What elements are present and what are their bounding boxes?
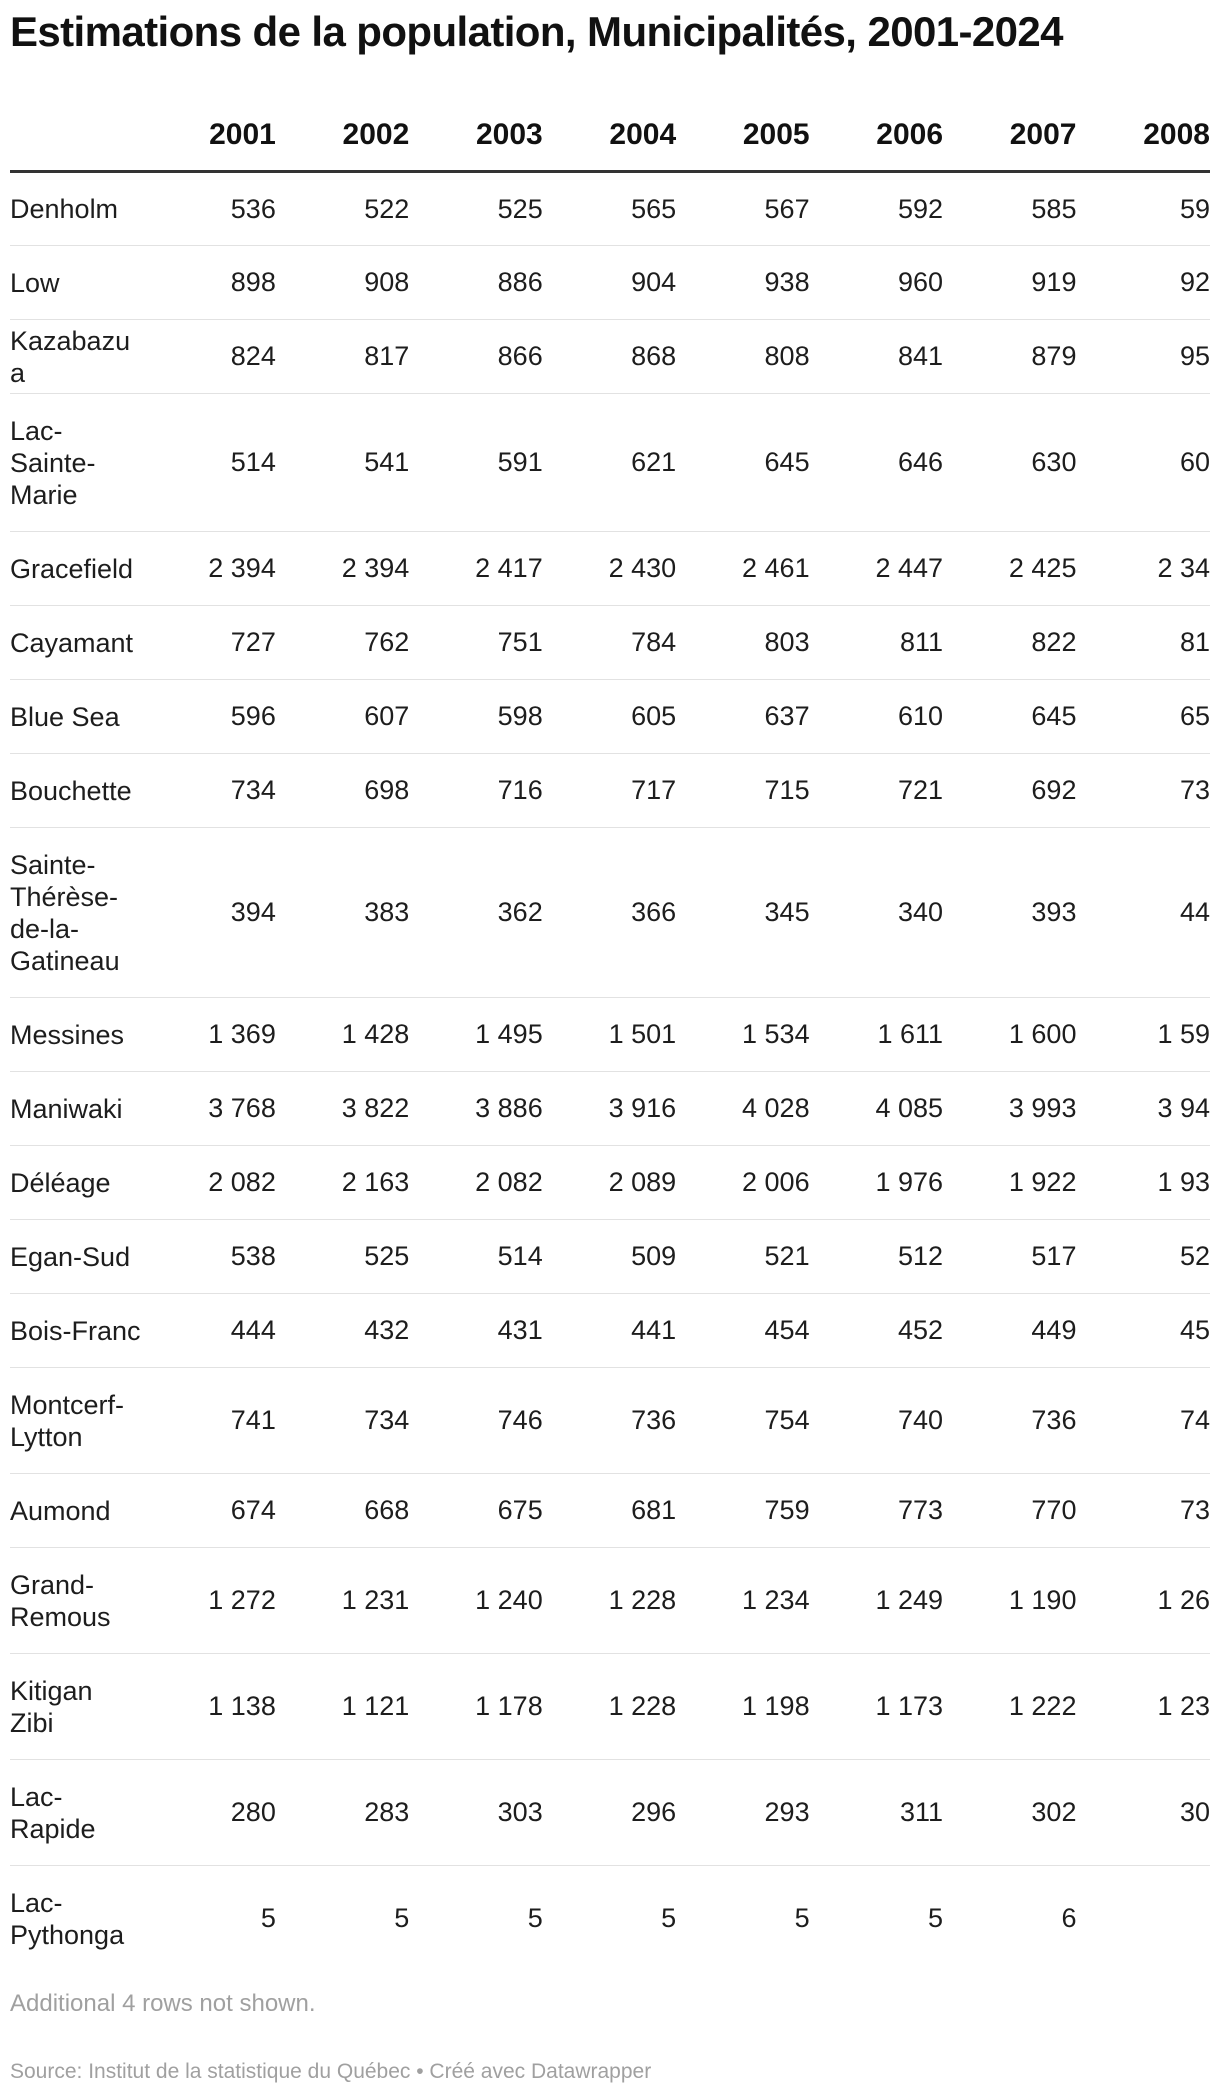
population-value: 1 240 [409,1548,542,1654]
population-value: 2 430 [543,532,676,606]
population-value: 1 922 [943,1146,1076,1220]
source-credit: Source: Institut de la statistique du Québec • Créé avec Datawrapper [10,2060,652,2083]
population-value: 1 121 [276,1654,409,1760]
population-value: 3 822 [276,1072,409,1146]
population-value: 362 [409,828,542,998]
population-value: 383 [276,828,409,998]
population-value: 1 198 [676,1654,809,1760]
population-value: 1 495 [409,998,542,1072]
population-value: 727 [142,606,275,680]
population-value: 3 916 [543,1072,676,1146]
population-value: 1 234 [676,1548,809,1654]
population-value: 716 [409,754,542,828]
population-value: 1 428 [276,998,409,1072]
column-header-year: 2005 [676,100,809,172]
population-value: 668 [276,1474,409,1548]
municipality-name: Gracefield [10,532,142,606]
population-value: 6 [1061,1903,1077,1934]
municipality-name: Bouchette [10,754,142,828]
column-header-year: 2001 [142,100,275,172]
population-value: 817 [276,320,409,394]
population-value: 2 34 [1076,532,1210,606]
table-row [10,394,1210,532]
population-value: 734 [142,754,275,828]
population-value: 762 [276,606,409,680]
population-value: 538 [142,1220,275,1294]
column-header-year: 2007 [943,100,1076,172]
table-row [10,1220,1210,1294]
population-value: 30 [1076,1760,1210,1866]
population-value: 5 [794,1903,810,1934]
population-value: 283 [276,1760,409,1866]
population-value: 5 [928,1903,944,1934]
population-value: 822 [943,606,1076,680]
population-value: 5 [260,1903,276,1934]
table-row [10,1760,1210,1866]
population-value: 1 611 [810,998,943,1072]
population-value: 454 [676,1294,809,1368]
population-value: 746 [409,1368,542,1474]
municipality-name: Lac-Rapide [10,1760,142,1866]
table-row [10,1474,1210,1548]
population-value: 5 [661,1903,677,1934]
population-value: 340 [810,828,943,998]
municipality-name: Low [10,246,142,320]
population-value: 646 [810,394,943,532]
population-value: 1 26 [1076,1548,1210,1654]
population-value: 44 [1076,828,1210,998]
population-value: 734 [276,1368,409,1474]
chart-title: Estimations de la population, Municipalités, 2001-2024 [10,8,1063,55]
population-value: 808 [676,320,809,394]
population-value: 514 [409,1220,542,1294]
municipality-name: Lac-Pythonga [10,1887,125,1950]
table-row [10,998,1210,1072]
population-value: 674 [142,1474,275,1548]
population-value: 1 976 [810,1146,943,1220]
population-value: 345 [676,828,809,998]
population-value: 525 [409,172,542,246]
population-value: 514 [142,394,275,532]
population-value: 3 993 [943,1072,1076,1146]
municipality-name: Cayamant [10,606,142,680]
population-value: 841 [810,320,943,394]
population-value: 630 [943,394,1076,532]
population-value: 866 [409,320,542,394]
population-value: 721 [810,754,943,828]
population-value: 1 272 [142,1548,275,1654]
column-header-municipality [10,100,142,172]
population-value: 960 [810,246,943,320]
population-value: 92 [1076,246,1210,320]
population-value: 698 [276,754,409,828]
population-value: 1 501 [543,998,676,1072]
table-row [10,1146,1210,1220]
municipality-name: Blue Sea [10,680,142,754]
population-value: 811 [810,606,943,680]
population-value: 736 [543,1368,676,1474]
population-value: 2 417 [409,532,542,606]
population-value: 60 [1076,394,1210,532]
municipality-name: Déléage [10,1146,142,1220]
population-value: 512 [810,1220,943,1294]
population-value: 607 [276,680,409,754]
population-value: 2 082 [142,1146,275,1220]
population-value: 3 886 [409,1072,542,1146]
column-header-year: 2008 [1076,100,1210,172]
population-value: 645 [676,394,809,532]
population-value: 751 [409,606,542,680]
table-row [10,320,1210,394]
population-value: 681 [543,1474,676,1548]
municipality-name: Bois-Franc [10,1294,142,1368]
population-value: 431 [409,1294,542,1368]
population-value: 715 [676,754,809,828]
population-value: 2 394 [276,532,409,606]
municipality-name: Aumond [10,1474,142,1548]
population-value: 2 447 [810,532,943,606]
population-value: 592 [810,172,943,246]
population-value: 517 [943,1220,1076,1294]
table-row [10,1368,1210,1474]
population-value: 2 394 [142,532,275,606]
population-value: 1 190 [943,1548,1076,1654]
population-value: 3 768 [142,1072,275,1146]
table-row [10,246,1210,320]
municipality-name: Messines [10,998,142,1072]
table-row [10,606,1210,680]
data-table [10,100,1210,1972]
population-value: 1 249 [810,1548,943,1654]
municipality-name: Denholm [10,172,142,246]
population-value: 741 [142,1368,275,1474]
population-value: 898 [142,246,275,320]
municipality-name: Montcerf-Lytton [10,1368,142,1474]
population-value: 596 [142,680,275,754]
municipality-name: Kitigan Zibi [10,1654,142,1760]
population-value: 803 [676,606,809,680]
population-value [1076,1866,1210,1972]
population-value: 637 [676,680,809,754]
population-value: 1 600 [943,998,1076,1072]
population-value: 366 [543,828,676,998]
table-row [10,754,1210,828]
population-value: 591 [409,394,542,532]
population-value: 868 [543,320,676,394]
population-value: 1 93 [1076,1146,1210,1220]
population-value: 692 [943,754,1076,828]
population-value: 1 178 [409,1654,542,1760]
table-row [10,1294,1210,1368]
population-value: 2 425 [943,532,1076,606]
population-value: 598 [409,680,542,754]
population-value: 879 [943,320,1076,394]
column-header-year: 2002 [276,100,409,172]
population-value: 736 [943,1368,1076,1474]
population-value: 541 [276,394,409,532]
population-value: 65 [1076,680,1210,754]
population-value: 904 [543,246,676,320]
population-value: 1 23 [1076,1654,1210,1760]
population-value: 59 [1076,172,1210,246]
population-value: 303 [409,1760,542,1866]
population-value: 675 [409,1474,542,1548]
population-value: 1 173 [810,1654,943,1760]
population-value: 610 [810,680,943,754]
population-value: 919 [943,246,1076,320]
municipality-name: Kazabazua [10,320,142,394]
population-value: 1 228 [543,1548,676,1654]
population-value: 565 [543,172,676,246]
municipality-name: Egan-Sud [10,1220,142,1294]
population-value: 605 [543,680,676,754]
table-row [10,532,1210,606]
population-value: 432 [276,1294,409,1368]
population-value: 1 228 [543,1654,676,1760]
table-row [10,1548,1210,1654]
population-value: 908 [276,246,409,320]
population-value: 2 082 [409,1146,542,1220]
table-row [10,1866,1210,1972]
population-value: 441 [543,1294,676,1368]
population-value: 521 [676,1220,809,1294]
municipality-name: Maniwaki [10,1072,142,1146]
population-value: 3 94 [1076,1072,1210,1146]
population-value: 770 [943,1474,1076,1548]
population-value: 452 [810,1294,943,1368]
population-value: 886 [409,246,542,320]
population-value: 1 534 [676,998,809,1072]
population-value: 5 [394,1903,410,1934]
population-value: 585 [943,172,1076,246]
population-value: 509 [543,1220,676,1294]
population-value: 449 [943,1294,1076,1368]
table-row [10,1072,1210,1146]
population-value: 4 085 [810,1072,943,1146]
population-value: 621 [543,394,676,532]
population-value: 311 [810,1760,943,1866]
population-value: 4 028 [676,1072,809,1146]
column-header-year: 2004 [543,100,676,172]
population-value: 2 461 [676,532,809,606]
municipality-name: Lac-Sainte-Marie [10,394,142,532]
population-value: 73 [1076,754,1210,828]
table-row [10,172,1210,246]
municipality-name: Grand-Remous [10,1548,142,1654]
population-value: 567 [676,172,809,246]
population-value: 74 [1076,1368,1210,1474]
population-value: 81 [1076,606,1210,680]
municipality-name: Sainte-Thérèse-de-la-Gatineau [10,828,142,998]
population-value: 784 [543,606,676,680]
population-value: 444 [142,1294,275,1368]
population-value: 522 [276,172,409,246]
population-value: 773 [810,1474,943,1548]
table-row [10,828,1210,998]
population-value: 45 [1076,1294,1210,1368]
table-row [10,1654,1210,1760]
population-value: 1 369 [142,998,275,1072]
population-value: 754 [676,1368,809,1474]
population-value: 2 163 [276,1146,409,1220]
data-table-wrapper [10,100,1210,1972]
population-value: 302 [943,1760,1076,1866]
column-header-year: 2006 [810,100,943,172]
population-value: 1 138 [142,1654,275,1760]
population-value: 740 [810,1368,943,1474]
population-value: 73 [1076,1474,1210,1548]
population-value: 394 [142,828,275,998]
population-value: 525 [276,1220,409,1294]
population-value: 759 [676,1474,809,1548]
population-value: 52 [1076,1220,1210,1294]
population-value: 296 [543,1760,676,1866]
table-row [10,680,1210,754]
population-value: 1 231 [276,1548,409,1654]
population-value: 717 [543,754,676,828]
population-value: 1 59 [1076,998,1210,1072]
population-value: 2 006 [676,1146,809,1220]
population-value: 1 222 [943,1654,1076,1760]
population-value: 2 089 [543,1146,676,1220]
column-header-year: 2003 [409,100,542,172]
population-value: 393 [943,828,1076,998]
rows-hidden-note: Additional 4 rows not shown. [10,1990,316,2017]
population-value: 280 [142,1760,275,1866]
table-header-row [10,100,1210,172]
population-value: 645 [943,680,1076,754]
population-value: 5 [527,1903,543,1934]
population-value: 824 [142,320,275,394]
population-value: 536 [142,172,275,246]
population-value: 293 [676,1760,809,1866]
population-value: 95 [1076,320,1210,394]
population-value: 938 [676,246,809,320]
